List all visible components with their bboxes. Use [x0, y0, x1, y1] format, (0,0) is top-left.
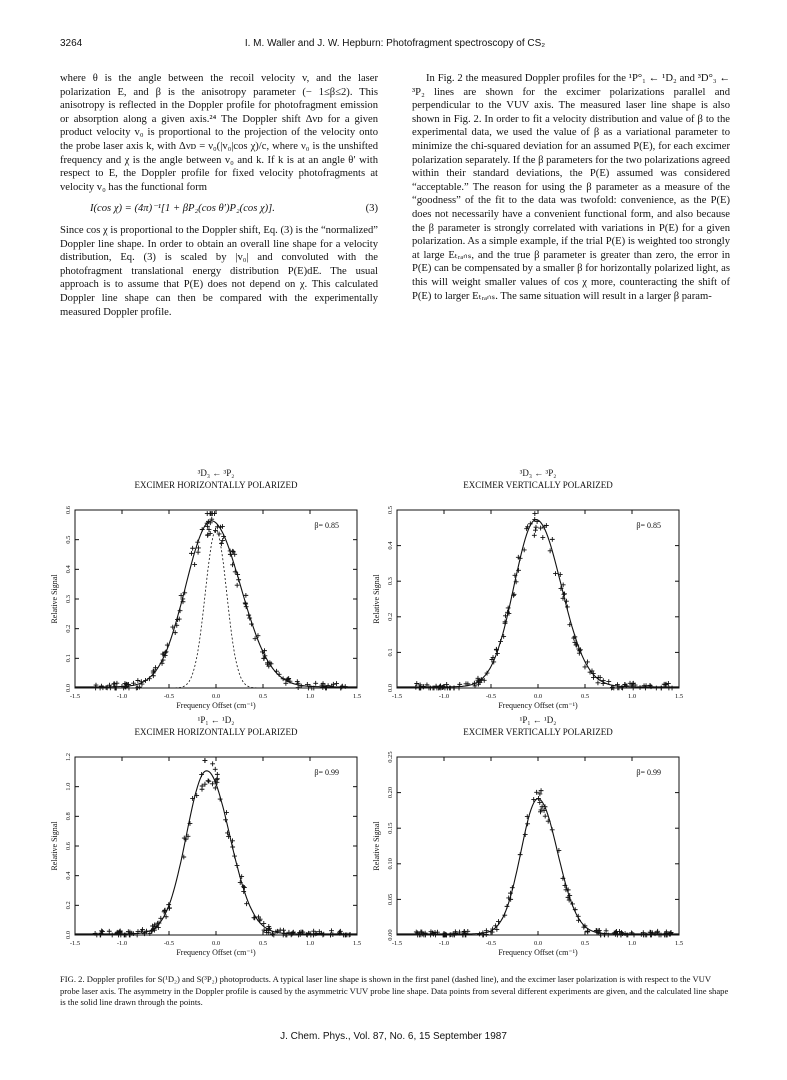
- y-axis-label: Relative Signal: [50, 574, 59, 624]
- data-point: [213, 767, 218, 772]
- y-tick-label: 0.10: [387, 858, 394, 870]
- data-point: [160, 661, 165, 666]
- x-axis-label: Frequency Offset (cm⁻¹): [176, 948, 256, 957]
- data-point: [235, 583, 240, 588]
- left-column: [60, 72, 378, 319]
- doppler-profiles-figure: [50, 455, 725, 965]
- x-axis-label: Frequency Offset (cm⁻¹): [498, 701, 578, 710]
- data-point: [246, 613, 251, 618]
- data-point: [498, 639, 503, 644]
- x-tick-label: -0.5: [485, 940, 497, 947]
- data-point: [543, 814, 548, 819]
- y-tick-label: 0.2: [65, 624, 72, 633]
- x-tick-label: 1.0: [305, 940, 315, 947]
- data-point: [505, 904, 510, 909]
- x-tick-label: -1.5: [391, 940, 403, 947]
- x-tick-label: -1.5: [69, 940, 81, 947]
- figure-caption: FIG. 2. Doppler profiles for S(¹D₂) and S(³P₂) photoproducts. A typical laser line shape is shown in the first panel (dashed line), and the excimer laser polarization is with respect to the VUV probe laser axis. The asymmetry in the Doppler profile is caused by the asymmetric VUV probe line shape. Data points from several different experiments are given, and the calculated line shape is the solid line drawn through the points.: [60, 974, 729, 1007]
- data-point: [206, 778, 211, 783]
- data-point: [533, 528, 538, 533]
- data-point: [140, 682, 145, 687]
- data-point: [540, 535, 545, 540]
- data-point: [230, 845, 235, 850]
- data-point: [202, 758, 207, 763]
- equation-3: [90, 202, 378, 216]
- data-point: [328, 933, 333, 938]
- x-tick-label: 1.5: [352, 940, 362, 947]
- x-tick-label: 0.5: [258, 940, 268, 947]
- x-tick-label: -0.5: [163, 940, 175, 947]
- data-point: [577, 651, 582, 656]
- data-point: [313, 681, 318, 686]
- right-paragraph-1: In Fig. 2 the measured Doppler profiles for the ¹P°₁ ← ¹D₂ and ³D°₃ ← ³P₂ lines are shown for the excimer polarizations parallel and perpendicular to the VUV axis. The measured laser line shape is also shown in Fig. 2. In order to fit a velocity distribution and value of β to the experimental data, we used the value of β as a variational parameter to minimize the chi-squared deviation for an assumed P(E), for each excimer polarization separately. If the β parameters for the two polarizations agreed within their standard deviations, the P(E) assumed was considered “acceptable.” The reason for using the β parameter as a measure of the “goodness” of the fit to the data was twofold: convenience, as the P(E) does not necessarily have a convenient functional form, and also because the β parameter is strongly correlated with variations in P(E) for a given polarization. As a simple example, if the trial P(E) is weighted too strongly at large Eₜᵣₐₙₛ, and the true β parameter is greater than zero, the error in P(E) can be compensated by a smaller β for horizontally polarized light, as this will weight smaller values of cos χ more, counteracting the shift of P(E) to larger Eₜᵣₐₙₛ. The same situation will result in a larger β param-: [412, 73, 730, 302]
- y-tick-label: 0.0: [65, 930, 72, 940]
- data-point: [158, 916, 163, 921]
- y-tick-label: 0.3: [387, 577, 394, 586]
- y-tick-label: 0.8: [65, 812, 72, 821]
- x-tick-label: 0.0: [211, 693, 221, 700]
- x-tick-label: -0.5: [163, 693, 175, 700]
- y-tick-label: 0.2: [65, 901, 72, 910]
- data-point: [190, 546, 195, 551]
- y-tick-label: 0.05: [387, 893, 394, 906]
- data-point: [236, 577, 241, 582]
- data-point: [195, 540, 200, 545]
- data-point: [189, 551, 194, 556]
- data-point: [601, 678, 606, 683]
- panel-polarization-label: EXCIMER HORIZONTALLY POLARIZED: [134, 727, 298, 737]
- panel-line-label: ¹P₁ ← ¹D₂: [519, 715, 557, 725]
- data-point: [196, 550, 201, 555]
- x-tick-label: -1.5: [391, 693, 403, 700]
- running-title: I. M. Waller and J. W. Hepburn: Photofragment spectroscopy of CS₂: [244, 38, 546, 49]
- data-point: [235, 863, 240, 868]
- data-point: [241, 884, 246, 889]
- beta-label: β= 0.99: [636, 768, 661, 777]
- equation-body: I(cos χ) = (4π)⁻¹[1 + βP₂(cos θ′)P₂(cos χ)].: [90, 203, 275, 215]
- data-point: [339, 684, 344, 689]
- y-tick-label: 0.1: [387, 648, 394, 657]
- data-point: [223, 817, 228, 822]
- data-point: [243, 602, 248, 607]
- fit-curve: [397, 799, 679, 934]
- data-point: [263, 653, 268, 658]
- data-point: [659, 686, 664, 691]
- y-tick-label: 0.2: [387, 612, 394, 621]
- x-tick-label: 1.0: [627, 693, 637, 700]
- data-point: [107, 929, 112, 934]
- panel-polarization-label: EXCIMER VERTICALLY POLARIZED: [463, 480, 613, 490]
- x-axis-label: Frequency Offset (cm⁻¹): [176, 701, 256, 710]
- data-point: [277, 672, 282, 677]
- x-tick-label: 0.0: [533, 693, 543, 700]
- y-axis-label: Relative Signal: [372, 821, 381, 871]
- x-tick-label: -1.0: [116, 940, 128, 947]
- x-axis-label: Frequency Offset (cm⁻¹): [498, 948, 578, 957]
- data-point: [110, 933, 115, 938]
- y-tick-label: 0.25: [387, 751, 394, 763]
- right-column: [412, 72, 730, 303]
- y-tick-label: 0.4: [387, 541, 394, 550]
- data-point: [210, 761, 215, 766]
- x-tick-label: 1.5: [674, 940, 684, 947]
- data-point: [348, 932, 353, 937]
- y-tick-label: 0.4: [65, 565, 72, 574]
- data-point: [532, 511, 537, 516]
- y-tick-label: 1.2: [65, 752, 72, 762]
- y-tick-label: 0.6: [65, 841, 72, 851]
- x-tick-label: -1.0: [438, 940, 450, 947]
- y-tick-label: 0.00: [387, 929, 394, 941]
- fit-curve: [397, 520, 679, 687]
- data-point: [215, 772, 220, 777]
- panel-line-label: ³D₃ ← ³P₂: [197, 468, 235, 478]
- x-tick-label: 0.5: [580, 693, 590, 700]
- panel-line-label: ¹P₁ ← ¹D₂: [197, 715, 235, 725]
- running-header: [60, 38, 730, 52]
- data-point: [666, 686, 671, 691]
- y-axis-label: Relative Signal: [50, 821, 59, 871]
- data-point: [532, 533, 537, 538]
- data-point: [496, 919, 501, 924]
- x-tick-label: -1.5: [69, 693, 81, 700]
- fit-curve: [75, 521, 357, 687]
- data-point: [596, 680, 601, 685]
- data-point: [654, 686, 659, 691]
- figure-2: [50, 455, 725, 965]
- y-tick-label: 0.1: [65, 654, 72, 663]
- left-paragraph-1: where θ is the angle between the recoil velocity v, and the laser polarization E, and β is the anisotropy parameter (− 1≤β≤2). This anisotropy is reflected in the Doppler profile for photofragment emission or absorption along a given axis.²⁴ The Doppler shift Δνᴅ for a given product velocity v₀ is proportional to the projection of the velocity onto the probe laser axis k, with Δνᴅ = ν₀(|v₀|cos χ)/c, where ν₀ is the unshifted frequency and χ is the angle between v₀ and k. If k is at an angle θ′ with respect to E, the Doppler profile for fixed velocity photofragments at velocity v₀ has the functional form: [60, 73, 378, 193]
- data-point: [218, 797, 223, 802]
- beta-label: β= 0.85: [314, 521, 339, 530]
- laser-line-shape: [75, 530, 357, 688]
- beta-label: β= 0.85: [636, 521, 661, 530]
- x-tick-label: 0.5: [258, 693, 268, 700]
- fit-curve: [75, 771, 357, 934]
- data-point: [572, 634, 577, 639]
- y-tick-label: 0.0: [387, 683, 394, 693]
- data-point: [472, 681, 477, 686]
- data-point: [134, 686, 139, 691]
- beta-label: β= 0.99: [314, 768, 339, 777]
- data-point: [220, 538, 225, 543]
- page-number: 3264: [60, 38, 83, 49]
- data-point: [553, 571, 558, 576]
- data-point: [105, 685, 110, 690]
- data-point: [235, 572, 240, 577]
- data-point: [164, 649, 169, 654]
- equation-number: (3): [365, 203, 378, 215]
- y-axis-label: Relative Signal: [372, 574, 381, 624]
- data-point: [334, 681, 339, 686]
- x-tick-label: 0.0: [211, 940, 221, 947]
- data-point: [206, 779, 211, 784]
- x-tick-label: -1.0: [438, 693, 450, 700]
- data-point: [274, 669, 279, 674]
- y-tick-label: 0.20: [387, 786, 394, 799]
- data-point: [518, 852, 523, 857]
- panel-frame: [75, 510, 357, 688]
- y-tick-label: 0.0: [65, 683, 72, 693]
- data-point: [244, 604, 249, 609]
- data-point: [539, 788, 544, 793]
- data-point: [437, 685, 442, 690]
- x-tick-label: 1.0: [627, 940, 637, 947]
- y-tick-label: 0.6: [65, 505, 72, 515]
- data-point: [413, 685, 418, 690]
- x-tick-label: 1.0: [305, 693, 315, 700]
- y-tick-label: 0.3: [65, 594, 72, 604]
- panel-frame: [397, 757, 679, 935]
- y-tick-label: 1.0: [65, 782, 72, 791]
- data-point: [192, 562, 197, 567]
- data-point: [538, 526, 543, 531]
- data-point: [550, 537, 555, 542]
- panel-frame: [397, 510, 679, 688]
- x-tick-label: -0.5: [485, 693, 497, 700]
- data-point: [200, 787, 205, 792]
- data-point: [99, 928, 104, 933]
- y-tick-label: 0.5: [387, 505, 394, 515]
- data-point: [525, 821, 530, 826]
- x-tick-label: 0.5: [580, 940, 590, 947]
- y-tick-label: 0.4: [65, 871, 72, 880]
- data-point: [534, 525, 539, 530]
- x-tick-label: 1.5: [352, 693, 362, 700]
- data-point: [135, 678, 140, 683]
- data-point: [228, 549, 233, 554]
- y-tick-label: 0.5: [65, 535, 72, 544]
- x-tick-label: -1.0: [116, 693, 128, 700]
- panel-line-label: ³D₃ ← ³P₂: [519, 468, 557, 478]
- data-point: [550, 827, 555, 832]
- panel-polarization-label: EXCIMER VERTICALLY POLARIZED: [463, 727, 613, 737]
- data-point: [321, 932, 326, 937]
- data-point: [219, 541, 224, 546]
- data-point: [115, 681, 120, 686]
- x-tick-label: 1.5: [674, 693, 684, 700]
- panel-polarization-label: EXCIMER HORIZONTALLY POLARIZED: [134, 480, 298, 490]
- data-point: [278, 928, 283, 933]
- journal-footer: J. Chem. Phys., Vol. 87, No. 6, 15 September 1987: [280, 1031, 507, 1042]
- left-paragraph-2: Since cos χ is proportional to the Doppler shift, Eq. (3) is the “normalized” Doppler line shape. In order to obtain an overall line shape for a velocity distribution, Eq. (3) is scaled by |v₀| and convoluted with the photofragment translational energy distribution P(E)dE. The usual approach is to assume that P(E) does not depend on χ. This calculated Doppler line shape can then be compared with the experimentally measured Doppler profile.: [60, 224, 378, 318]
- y-tick-label: 0.15: [387, 822, 394, 834]
- data-point: [232, 854, 237, 859]
- data-point: [510, 885, 515, 890]
- x-tick-label: 0.0: [533, 940, 543, 947]
- data-point: [523, 832, 528, 837]
